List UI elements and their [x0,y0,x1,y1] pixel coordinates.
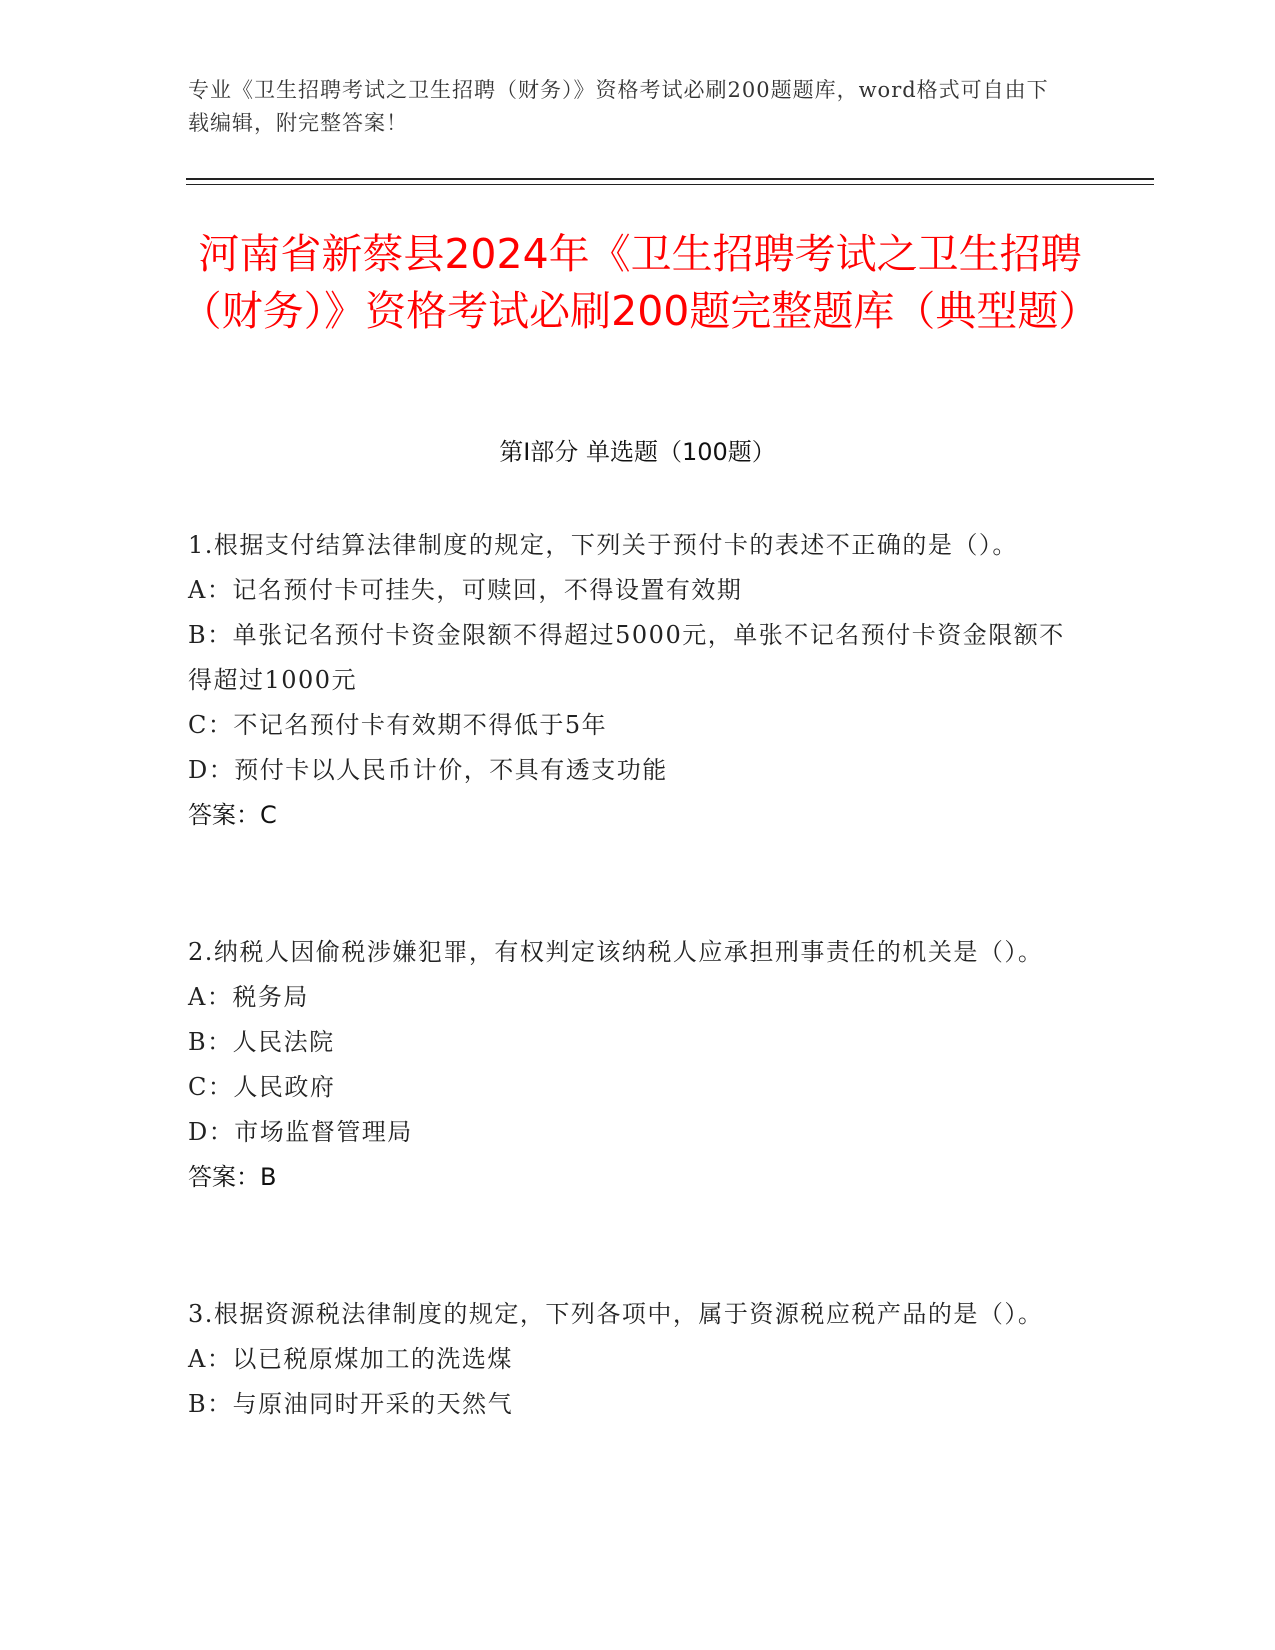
question-stem: 1.根据支付结算法律制度的规定，下列关于预付卡的表述不正确的是（）。 [188,531,1018,559]
question-stem: 2.纳税人因偷税涉嫌犯罪，有权判定该纳税人应承担刑事责任的机关是（）。 [188,938,1044,966]
option-d: D：预付卡以人民币计价，不具有透支功能 [188,756,668,784]
option-a: A：税务局 [188,983,309,1011]
question-1 [188,523,1068,838]
question-2 [188,930,1068,1200]
document-title: 河南省新蔡县2024年《卫生招聘考试之卫生招聘（财务）》资格考试必刷200题完整题库（典型题） [180,230,1100,335]
option-b: B：单张记名预付卡资金限额不得超过5000元，单张不记名预付卡资金限额不得超过1000元 [188,621,1065,694]
question-answer: 答案：B [188,1163,277,1191]
option-a: A：以已税原煤加工的洗选煤 [188,1345,513,1373]
option-c: C：人民政府 [188,1073,336,1101]
option-c: C：不记名预付卡有效期不得低于5年 [188,711,608,739]
question-3 [188,1292,1068,1427]
header-rule-thin [186,184,1154,185]
option-a: A：记名预付卡可挂失，可赎回，不得设置有效期 [188,576,743,604]
option-b: B：人民法院 [188,1028,335,1056]
question-stem: 3.根据资源税法律制度的规定，下列各项中，属于资源税应税产品的是（）。 [188,1300,1044,1328]
header-rule-thick [186,178,1154,180]
question-answer: 答案：C [188,801,277,829]
section-title: 第I部分 单选题（100题） [499,438,776,466]
header-note: 专业《卫生招聘考试之卫生招聘（财务）》资格考试必刷200题题库，word格式可自由下载编辑，附完整答案！ [188,78,1049,135]
option-b: B：与原油同时开采的天然气 [188,1390,514,1418]
option-d: D：市场监督管理局 [188,1118,413,1146]
